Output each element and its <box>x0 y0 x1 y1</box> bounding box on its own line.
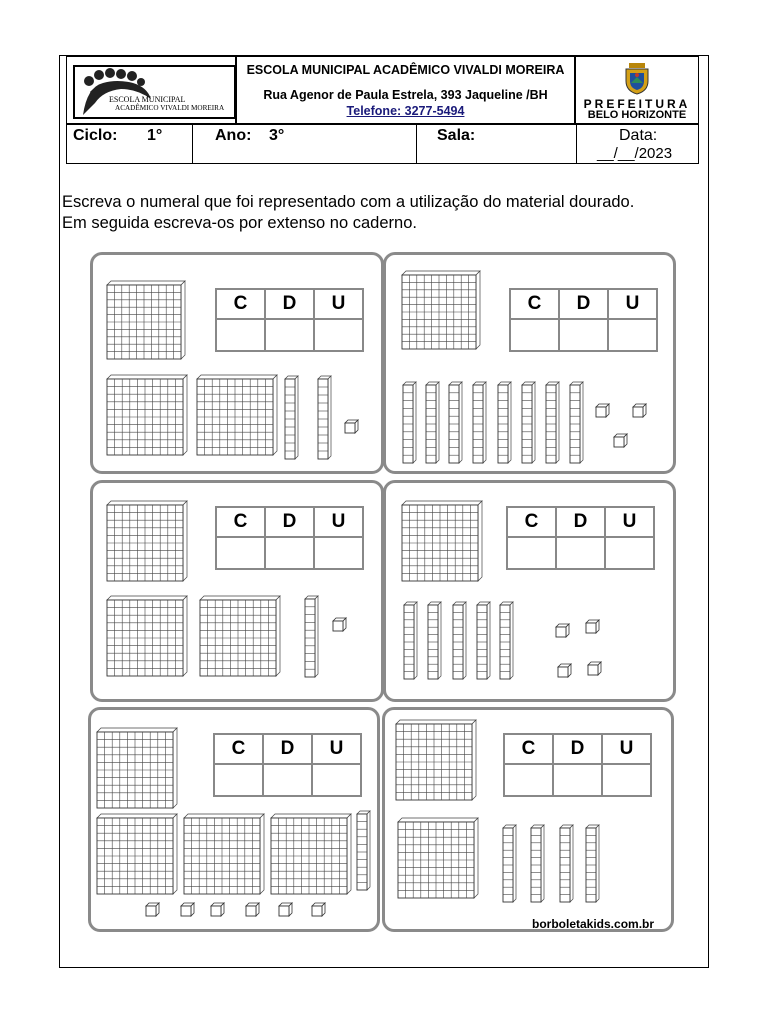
hundred-plate <box>184 814 264 894</box>
ciclo-label: Ciclo: <box>73 127 118 144</box>
cdu-answer-table <box>503 733 652 797</box>
hundred-plate <box>107 596 187 676</box>
place-header-u: U <box>602 734 651 764</box>
instruction-text: Escreva o numeral que foi representado com a utilização do material dourado. Em seguida escreva-os por extenso no caderno. <box>62 193 635 232</box>
ten-rod <box>473 382 486 463</box>
place-header-d: D <box>556 507 605 537</box>
hundred-plate <box>271 814 351 894</box>
place-header-c: C <box>504 734 553 764</box>
place-header-d: D <box>559 289 608 319</box>
answer-cell-c[interactable] <box>510 319 559 351</box>
ten-rod <box>570 382 583 463</box>
unit-cube <box>312 903 325 916</box>
unit-cube <box>345 420 358 433</box>
ten-rod <box>453 602 466 679</box>
ciclo-cell <box>67 125 193 163</box>
place-header-c: C <box>216 289 265 319</box>
prefeitura-label: PREFEITURA <box>583 97 691 111</box>
ten-rod <box>285 376 298 459</box>
unit-cube <box>181 903 194 916</box>
sala-cell[interactable] <box>417 125 577 163</box>
ten-rod <box>426 382 439 463</box>
cdu-answer-table <box>215 288 364 352</box>
ten-rod <box>586 825 599 902</box>
hundred-plate <box>107 375 187 455</box>
place-header-u: U <box>605 507 654 537</box>
ciclo-value: 1° <box>147 127 163 144</box>
place-header-u: U <box>608 289 657 319</box>
ano-cell <box>193 125 417 163</box>
sala-label: Sala: <box>437 127 476 144</box>
school-phone: Telefone: 3277-5494 <box>346 104 465 118</box>
ten-rod <box>428 602 441 679</box>
exercise-panel-2 <box>383 252 676 474</box>
unit-cube <box>558 664 571 677</box>
answer-cell-d[interactable] <box>559 319 608 351</box>
answer-cell-u[interactable] <box>314 537 363 569</box>
answer-cell-d[interactable] <box>556 537 605 569</box>
exercise-panel-4 <box>383 480 676 702</box>
unit-cube <box>279 903 292 916</box>
school-name: ESCOLA MUNICIPAL ACADÊMICO VIVALDI MOREIRA <box>246 63 565 77</box>
hundred-plate <box>398 818 478 898</box>
place-header-d: D <box>265 507 314 537</box>
unit-cube <box>588 662 601 675</box>
answer-cell-c[interactable] <box>504 764 553 796</box>
place-header-c: C <box>510 289 559 319</box>
unit-cube <box>586 620 599 633</box>
logo-text-line2: ACADÊMICO VIVALDI MOREIRA <box>115 104 225 112</box>
ten-rod <box>500 602 513 679</box>
answer-cell-c[interactable] <box>507 537 556 569</box>
exercise-panel-6 <box>382 707 674 932</box>
hundred-plate <box>402 501 482 581</box>
answer-cell-c[interactable] <box>214 764 263 796</box>
class-info-row <box>66 124 699 164</box>
exercise-panel-3 <box>90 480 384 702</box>
answer-cell-u[interactable] <box>608 319 657 351</box>
hundred-plate <box>396 720 476 800</box>
data-cell[interactable] <box>577 125 699 163</box>
credit-text: borboletakids.com.br <box>532 917 655 931</box>
hundred-plate <box>197 375 277 455</box>
cdu-answer-table <box>509 288 658 352</box>
data-label: Data: <box>619 127 658 144</box>
place-header-c: C <box>216 507 265 537</box>
answer-cell-d[interactable] <box>263 764 312 796</box>
hundred-plate <box>200 596 280 676</box>
answer-cell-u[interactable] <box>602 764 651 796</box>
city-label: BELO HORIZONTE <box>587 109 687 121</box>
place-header-u: U <box>314 507 363 537</box>
exercise-panel-5 <box>88 707 380 932</box>
unit-cube <box>614 434 627 447</box>
place-header-u: U <box>312 734 361 764</box>
school-info-cell <box>236 56 575 124</box>
ten-rod <box>449 382 462 463</box>
hundred-plate <box>402 271 480 349</box>
unit-cube <box>146 903 159 916</box>
hundred-plate <box>97 728 177 808</box>
answer-cell-c[interactable] <box>216 537 265 569</box>
place-header-c: C <box>507 507 556 537</box>
unit-cube <box>333 618 346 631</box>
ten-rod <box>560 825 573 902</box>
school-logo <box>73 65 236 119</box>
place-header-d: D <box>263 734 312 764</box>
ten-rod <box>546 382 559 463</box>
ten-rod <box>531 825 544 902</box>
cdu-answer-table <box>215 506 364 570</box>
ten-rod <box>498 382 511 463</box>
unit-cube <box>596 404 609 417</box>
ano-label: Ano: <box>215 127 252 144</box>
place-header-c: C <box>214 734 263 764</box>
school-logo-cell <box>66 56 236 124</box>
answer-cell-d[interactable] <box>265 319 314 351</box>
unit-cube <box>556 624 569 637</box>
ano-value: 3° <box>269 127 285 144</box>
answer-cell-u[interactable] <box>312 764 361 796</box>
ten-rod <box>318 376 331 459</box>
hundred-plate <box>107 281 185 359</box>
ten-rod <box>404 602 417 679</box>
place-header-d: D <box>553 734 602 764</box>
logo-text-line1: ESCOLA MUNICIPAL <box>109 95 186 104</box>
school-address: Rua Agenor de Paula Estrela, 393 Jaqueline /BH <box>263 88 548 102</box>
hundred-plate <box>97 814 177 894</box>
answer-cell-d[interactable] <box>265 537 314 569</box>
ten-rod <box>503 825 516 902</box>
unit-cube <box>211 903 224 916</box>
hundred-plate <box>107 501 187 581</box>
ten-rod <box>357 811 370 890</box>
prefeitura-logo-cell <box>575 56 699 124</box>
ten-rod <box>522 382 535 463</box>
place-header-d: D <box>265 289 314 319</box>
answer-cell-c[interactable] <box>216 319 265 351</box>
cdu-answer-table <box>213 733 362 797</box>
exercise-panel-1 <box>90 252 384 474</box>
data-value: __/__/2023 <box>597 145 673 162</box>
coat-of-arms-icon <box>622 61 652 95</box>
unit-cube <box>246 903 259 916</box>
ten-rod <box>305 596 318 677</box>
answer-cell-u[interactable] <box>314 319 363 351</box>
ten-rod <box>403 382 416 463</box>
answer-cell-d[interactable] <box>553 764 602 796</box>
answer-cell-u[interactable] <box>605 537 654 569</box>
unit-cube <box>633 404 646 417</box>
place-header-u: U <box>314 289 363 319</box>
ten-rod <box>477 602 490 679</box>
cdu-answer-table <box>506 506 655 570</box>
